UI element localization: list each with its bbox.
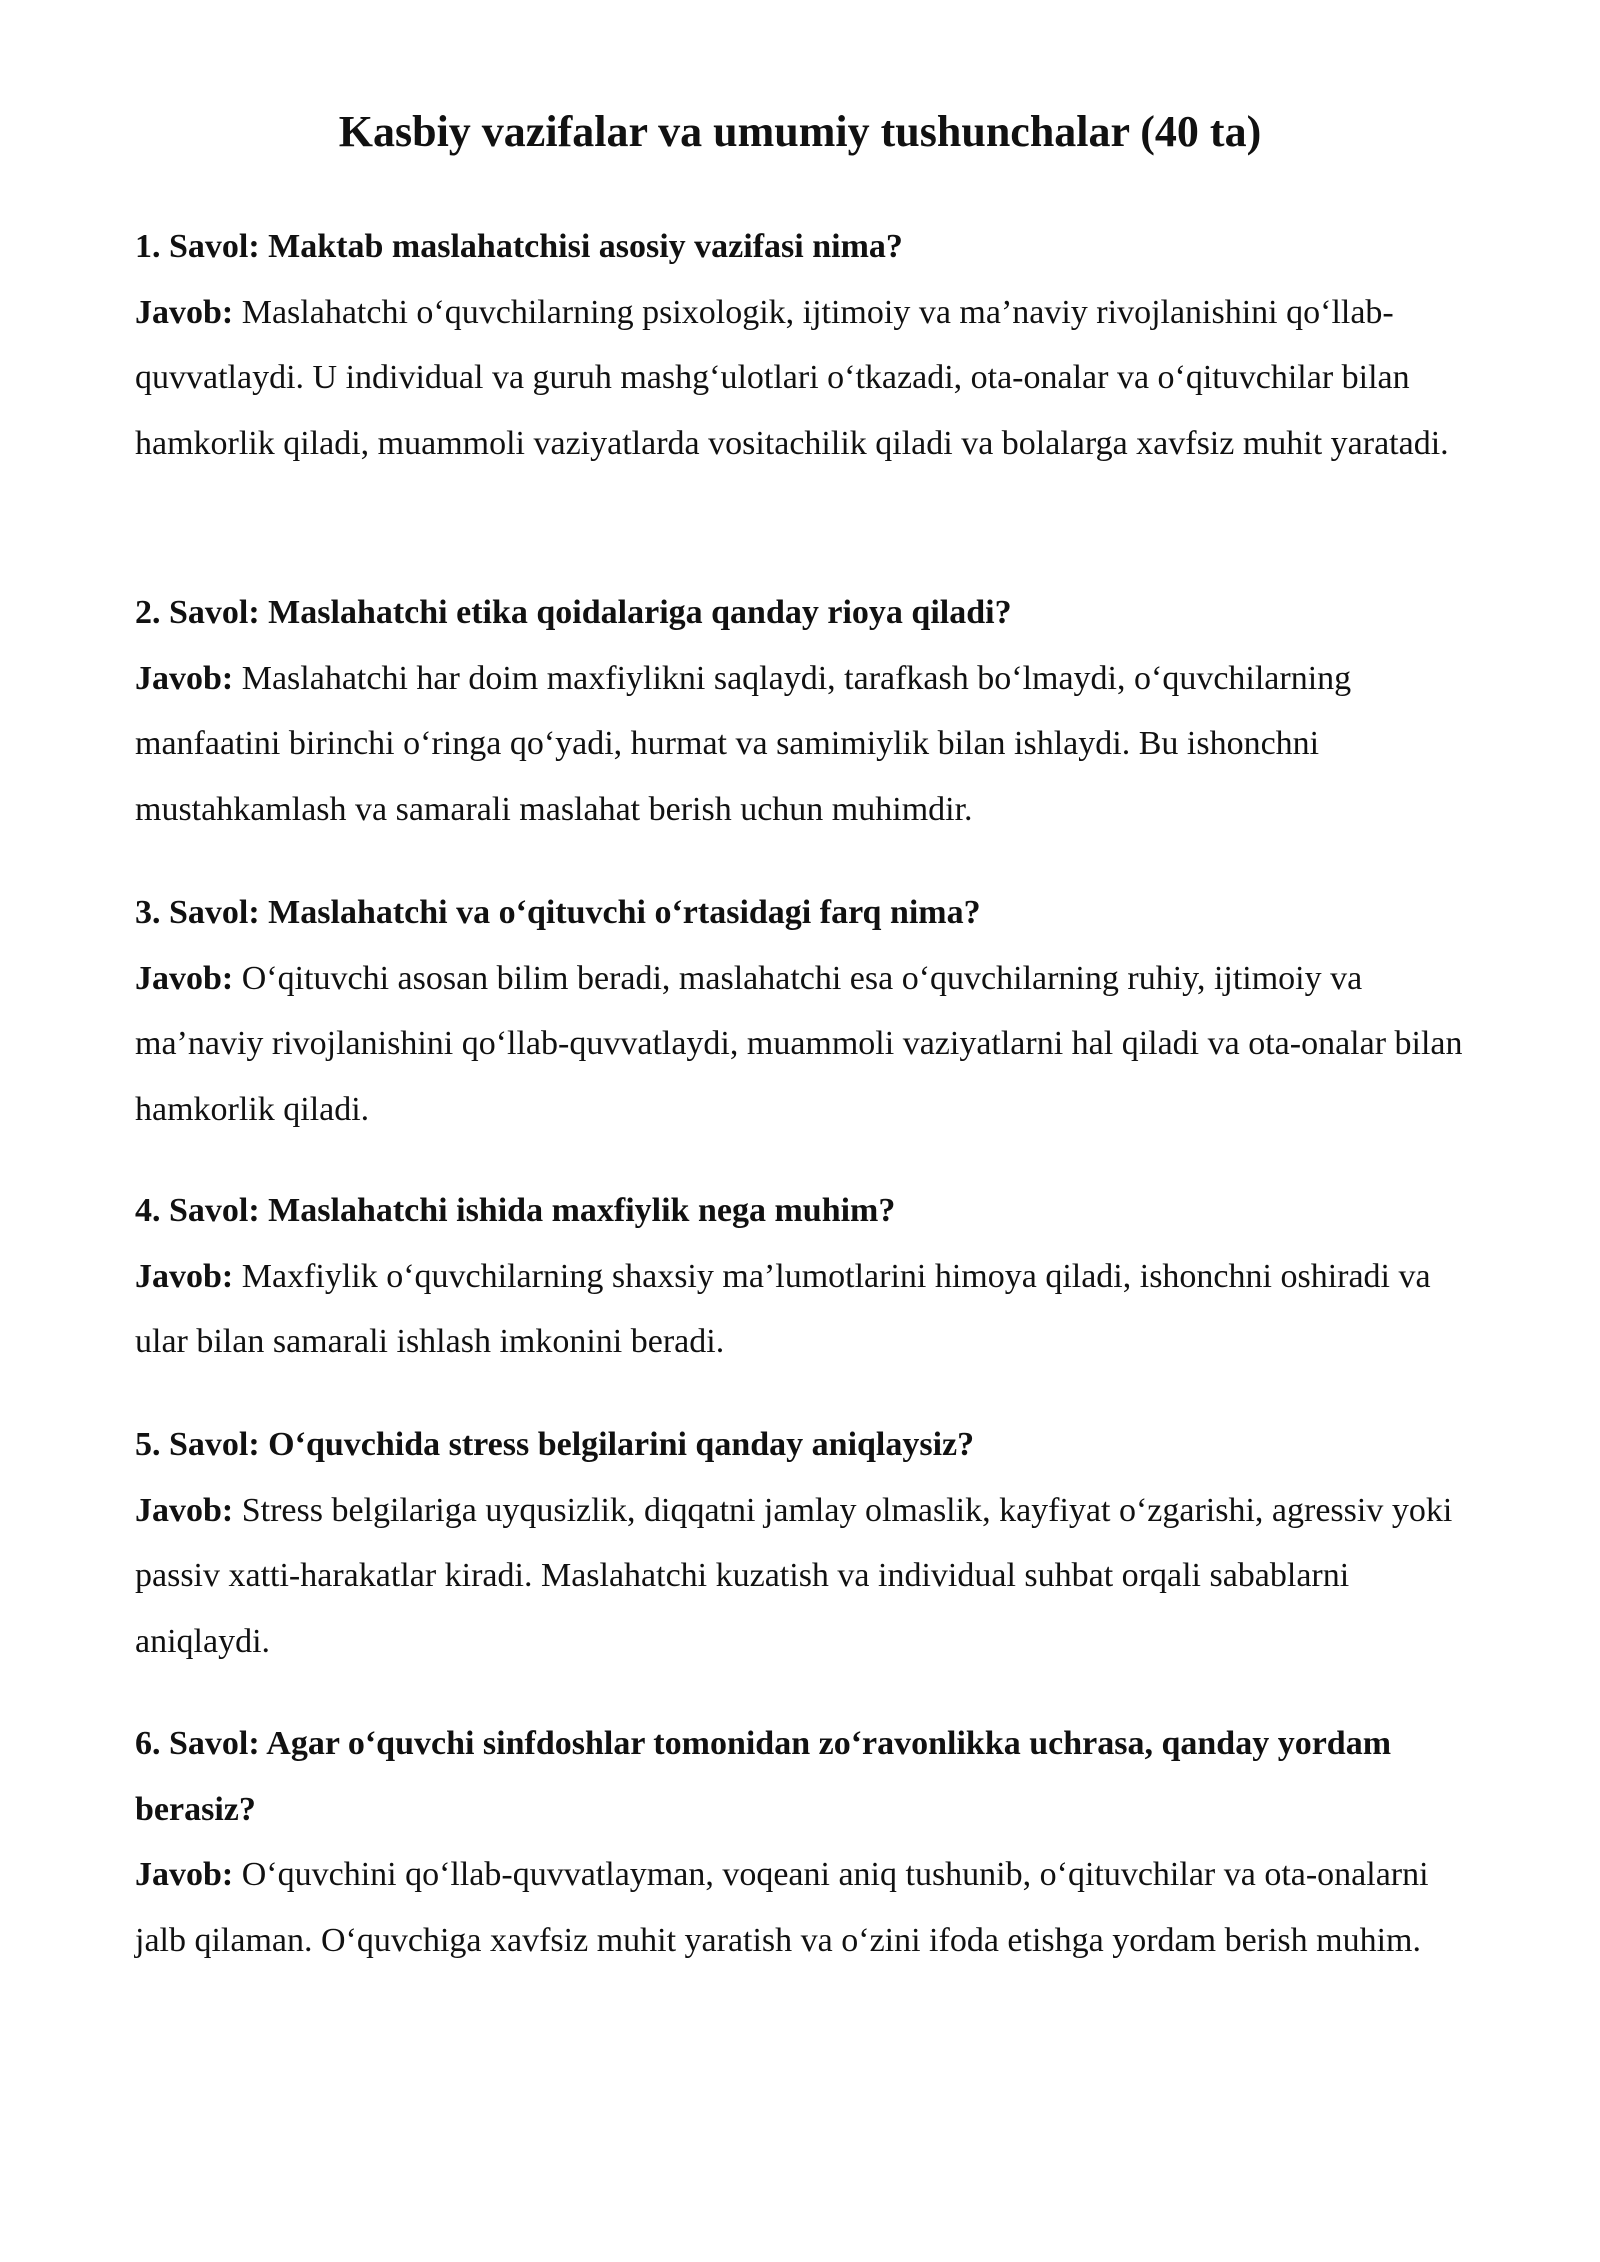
answer-label: Javob: (135, 1491, 234, 1529)
qa-item-2 (135, 580, 1465, 842)
answer-label: Javob: (135, 659, 234, 697)
qa-item-5 (135, 1412, 1465, 1674)
answer-3 (135, 946, 1465, 1143)
question-6: 6. Savol: Agar o‘quvchi sinfdoshlar tomonidan zo‘ravonlikka uchrasa, qanday yordam berasiz? (135, 1725, 1392, 1828)
answer-5 (135, 1478, 1465, 1675)
question-5: 5. Savol: O‘quvchida stress belgilarini qanday aniqlaysiz? (135, 1426, 975, 1463)
qa-item-1 (135, 214, 1465, 476)
answer-text-1: Maslahatchi o‘quvchilarning psixologik, ijtimoiy va ma’naviy rivojlanishini qo‘llab-quvvatlaydi. U individual va guruh mashg‘ulotlari o‘tkazadi, ota-onalar va o‘qituvchilar bilan hamkorlik qiladi, muammoli vaziyatlarda vositachilik qiladi va bolalarga xavfsiz muhit yaratadi. (135, 293, 1449, 462)
answer-label: Javob: (135, 959, 234, 997)
answer-text-2: Maslahatchi har doim maxfiylikni saqlaydi, tarafkash bo‘lmaydi, o‘quvchilarning manfaatini birinchi o‘ringa qo‘yadi, hurmat va samimiylik bilan ishlaydi. Bu ishonchni mustahkamlash va samarali maslahat berish uchun muhimdir. (135, 659, 1352, 828)
answer-text-5: Stress belgilariga uyqusizlik, diqqatni jamlay olmaslik, kayfiyat o‘zgarishi, agressiv yoki passiv xatti-harakatlar kiradi. Maslahatchi kuzatish va individual suhbat orqali sabablarni aniqlaydi. (135, 1491, 1453, 1660)
question-4: 4. Savol: Maslahatchi ishida maxfiylik nega muhim? (135, 1192, 896, 1229)
answer-text-6: O‘quvchini qo‘llab-quvvatlayman, voqeani aniq tushunib, o‘qituvchilar va ota-onalarni jalb qilaman. O‘quvchiga xavfsiz muhit yaratish va o‘zini ifoda etishga yordam berish muhim. (135, 1856, 1429, 1959)
answer-text-3: O‘qituvchi asosan bilim beradi, maslahatchi esa o‘quvchilarning ruhiy, ijtimoiy va ma’naviy rivojlanishini qo‘llab-quvvatlaydi, muammoli vaziyatlarni hal qiladi va ota-onalar bilan hamkorlik qiladi. (135, 959, 1463, 1128)
qa-item-4 (135, 1178, 1465, 1375)
answer-label: Javob: (135, 1856, 234, 1893)
page-title: Kasbiy vazifalar va umumiy tushunchalar (40 ta) (338, 107, 1262, 156)
question-1: 1. Savol: Maktab maslahatchisi asosiy vazifasi nima? (135, 228, 903, 265)
answer-4 (135, 1244, 1465, 1375)
answer-6 (135, 1842, 1465, 1973)
answer-2 (135, 646, 1465, 843)
answer-text-4: Maxfiylik o‘quvchilarning shaxsiy ma’lumotlarini himoya qiladi, ishonchni oshiradi va ular bilan samarali ishlash imkonini beradi. (135, 1257, 1431, 1360)
answer-1 (135, 280, 1465, 477)
question-2: 2. Savol: Maslahatchi etika qoidalariga qanday rioya qiladi? (135, 594, 1012, 631)
qa-item-6 (135, 1711, 1465, 1973)
answer-label: Javob: (135, 293, 234, 331)
answer-label: Javob: (135, 1257, 234, 1295)
qa-item-3 (135, 880, 1465, 1142)
question-3: 3. Savol: Maslahatchi va o‘qituvchi o‘rtasidagi farq nima? (135, 894, 981, 931)
